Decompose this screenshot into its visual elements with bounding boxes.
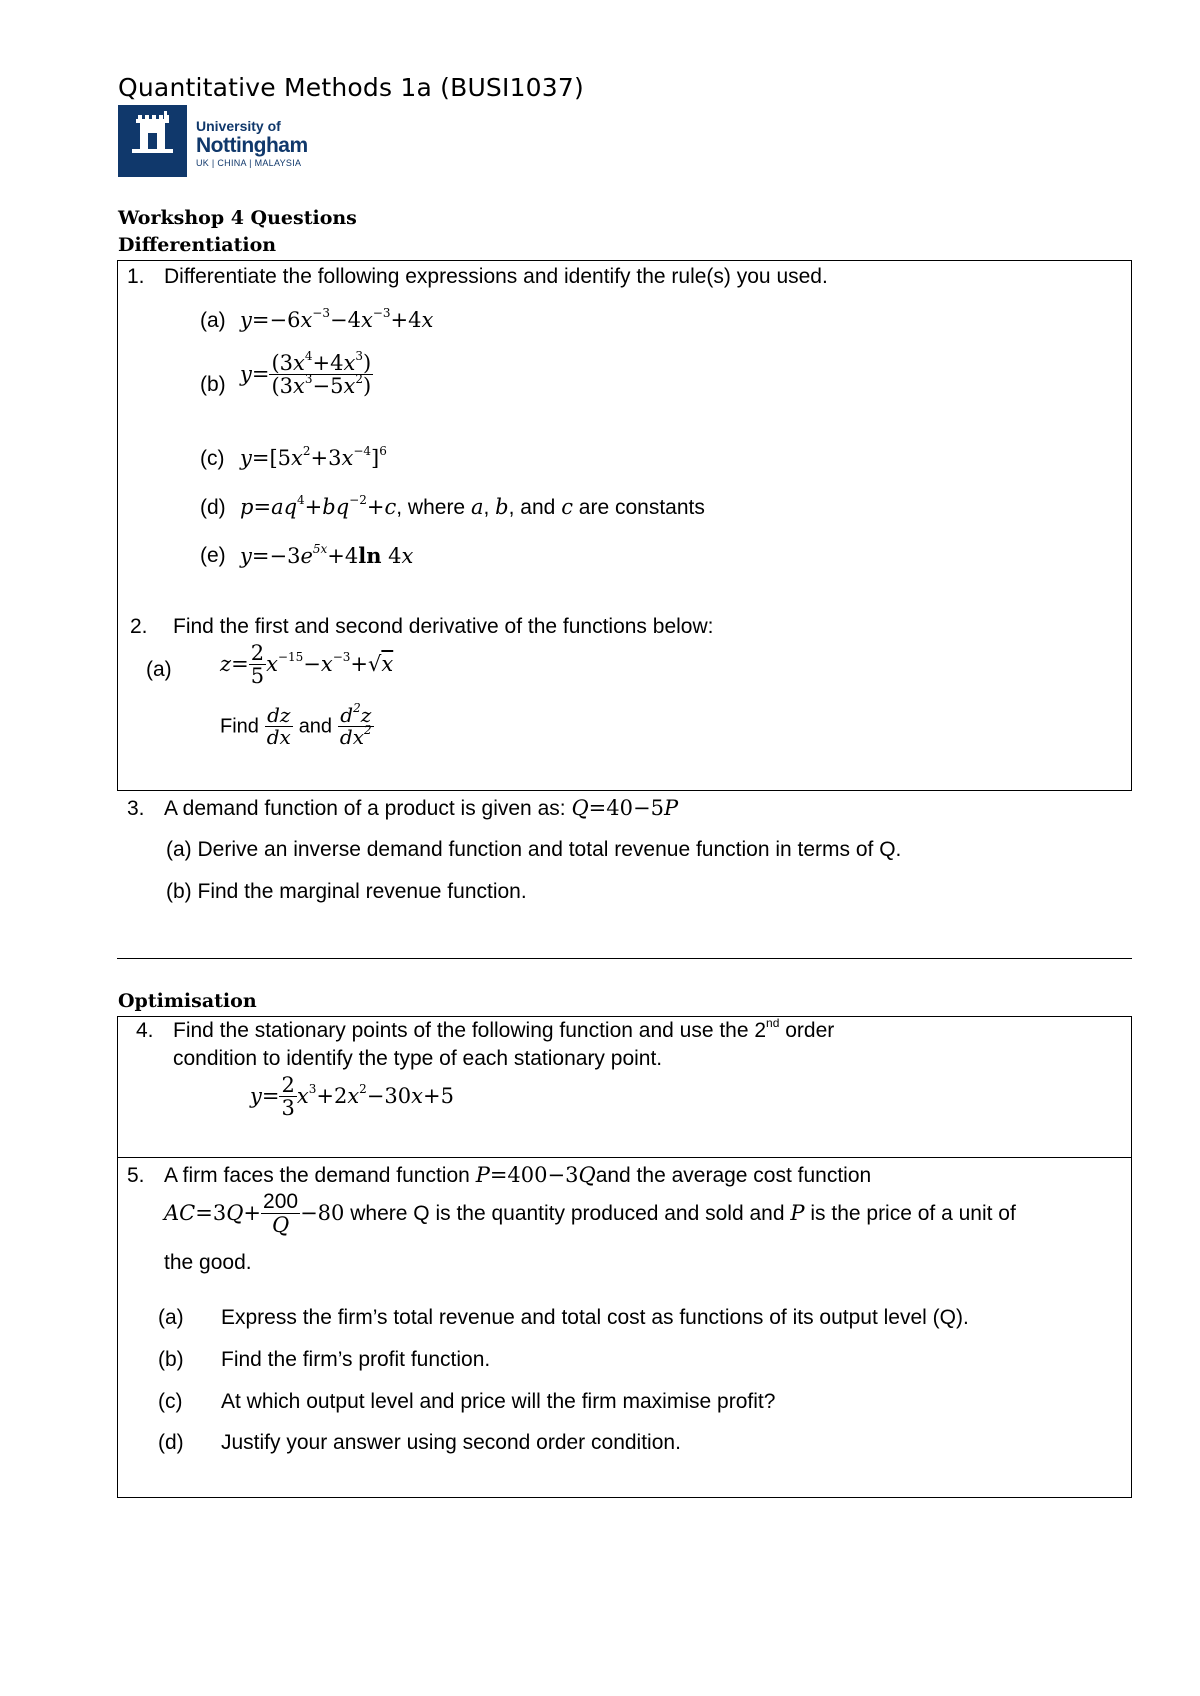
q1d-expression: $p=aq^4+bq^{-2}+c$, where a, b, and c are constants [240,493,705,519]
q1a-expression: $y=-6x^{-3}-4x^{-3}+4x$ [240,306,434,332]
q5-stem-1-end: and the average cost function [595,1164,872,1187]
q1e-expression: $y=-3e^{5x}+4\ln$ 4x [240,542,414,568]
q1d-const-a: a [470,495,484,519]
q5a-text: Express the firm’s total revenue and total cost as functions of its output level (Q). [221,1306,969,1329]
q1d-tail: are constants [578,496,705,519]
q5c-label: (c) [158,1390,183,1413]
q1d-label: (d) [200,496,226,519]
q5-stem-2-p: P [790,1201,805,1226]
q3b-text: (b) Find the marginal revenue function. [166,880,527,903]
q5c-text: At which output level and price will the firm maximise profit? [221,1390,776,1413]
section-heading-optimisation: Optimisation [118,990,257,1012]
q5a-label: (a) [158,1306,184,1329]
q4-expression: y= $\frac{2}{3}$ $x^3+2x^2-30x+5$ [250,1073,454,1121]
q1c-expression: $y=[5x^2+3x^{-4}]^6$ [240,444,387,470]
q3-stem: A demand function of a product is given as: [164,797,566,820]
q5b-label: (b) [158,1348,184,1371]
q2a-expression: z= $\frac{2}{5}$ $x^{-15}-x^{-3}+√x$ [220,641,394,689]
q4-stem-line-2: condition to identify the type of each stationary point. [173,1047,663,1070]
q4-stem-1-end: order [779,1019,835,1042]
q1d-const-c: c [561,495,573,519]
q1d-and: and [520,496,556,519]
q3-stem-row: A demand function of a product is given as: Q=40−5P [164,796,679,820]
q1b-label: (b) [200,373,226,396]
logo-wordmark [196,119,308,168]
q1b-expression: y= $\frac{(3x^4+4x^3)}{(3x^3-5x^2)}$ [240,349,372,399]
q1d-const-b: b [495,495,509,519]
q5-stem-line-3: the good. [164,1251,252,1274]
q5-stem-line-1: A firm faces the demand function P=400−3Qand the average cost function [164,1163,872,1187]
q4-stem-1: Find the stationary points of the following function and use the 2 [173,1019,767,1042]
q1e-label: (e) [200,544,226,567]
q5-stem-1: A firm faces the demand function [164,1164,470,1187]
q2-stem: Find the first and second derivative of the functions below: [173,615,714,638]
q1c-label: (c) [200,447,225,470]
q4-stem-sup: nd [766,1016,780,1030]
q5-stem-line-2: AC=3Q+ $\frac{200}{Q}$ −80 where Q is the quantity produced and sold and P is the price of a unit of [164,1190,1016,1238]
castle-crest-icon [118,105,187,177]
q5-stem-2-tail: is the price of a unit of [810,1202,1016,1226]
q2-number: 2. [130,615,148,638]
q3-divider [117,790,1132,791]
course-title: Quantitative Methods 1a (BUSI1037) [118,73,584,102]
q3a-text: (a) Derive an inverse demand function and total revenue function in terms of Q. [166,838,902,861]
logo-line-2: Nottingham [196,134,308,157]
q5-number: 5. [127,1164,145,1187]
q5d-label: (d) [158,1431,184,1454]
q5-stem-2-end: where Q is the quantity produced and sold and [344,1202,785,1226]
q2-find-row: Find $\frac{dz}{dx}$ and $\frac{d^2z}{dx^2}$ [220,701,372,749]
q5d-text: Justify your answer using second order condition. [221,1431,681,1454]
q1d-suffix: , where [396,496,466,519]
university-logo [118,105,308,177]
q2-find-label: Find [220,715,259,738]
q1a-label: (a) [200,309,226,332]
q3-number: 3. [127,797,145,820]
q2-and-label: and [298,715,333,738]
workshop-title: Workshop 4 Questions [118,207,357,229]
q4-stem-line-1 [173,1016,835,1042]
q5b-text: Find the firm’s profit function. [221,1348,491,1371]
logo-line-3: UK | CHINA | MALAYSIA [196,158,302,168]
box-1-bottom-border [117,958,1132,959]
section-heading-differentiation: Differentiation [118,234,277,256]
q1-number: 1. [127,265,145,288]
q5-divider [117,1157,1132,1158]
q4-number: 4. [136,1019,154,1042]
logo-line-1: University of [196,118,281,134]
q2a-label: (a) [146,658,172,681]
q1-stem: Differentiate the following expressions and identify the rule(s) you used. [164,265,828,288]
